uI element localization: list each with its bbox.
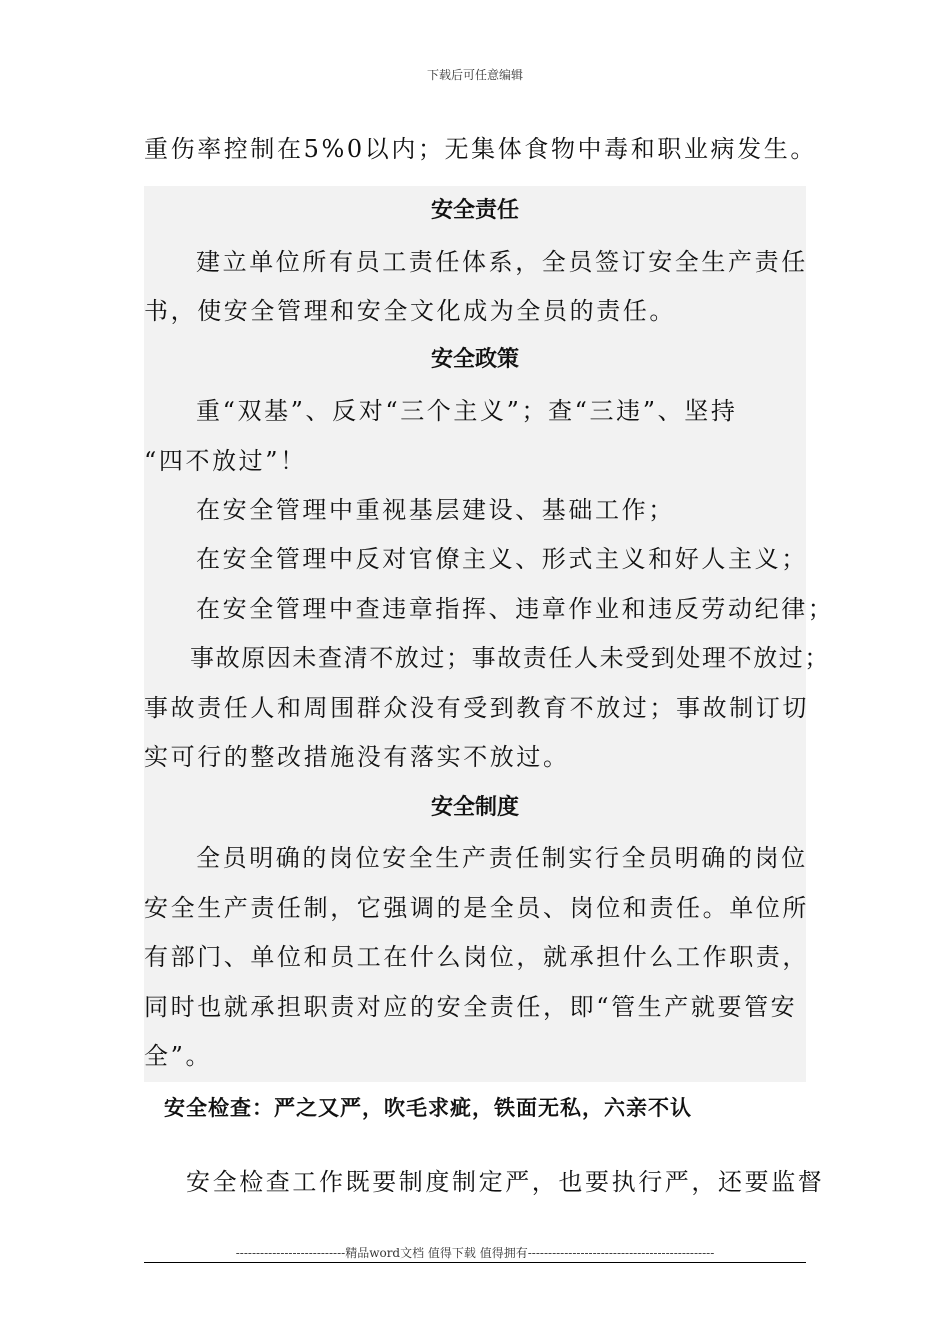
section-title-inspection: 安全检查：严之又严，吹毛求疵，铁面无私，六亲不认 xyxy=(164,1096,692,1120)
responsibility-line-1: 建立单位所有员工责任体系，全员签订安全生产责任 xyxy=(196,248,808,276)
system-line-1: 全员明确的岗位安全生产责任制实行全员明确的岗位 xyxy=(196,844,808,872)
policy-line-5: 在安全管理中查违章指挥、违章作业和违反劳动纪律； xyxy=(196,595,835,623)
section-title-responsibility: 安全责任 xyxy=(430,198,519,223)
footer-rule xyxy=(144,1262,806,1263)
system-line-5: 全”。 xyxy=(144,1042,213,1070)
policy-line-3: 在安全管理中重视基层建设、基础工作； xyxy=(196,496,675,524)
policy-line-8: 实可行的整改措施没有落实不放过。 xyxy=(144,743,570,771)
inspection-line-1: 安全检查工作既要制度制定严，也要执行严，还要监督 xyxy=(186,1168,825,1196)
system-line-3: 有部门、单位和员工在什么岗位，就承担什么工作职责， xyxy=(144,943,809,971)
page-header-note: 下载后可任意编辑 xyxy=(426,68,523,82)
responsibility-line-2: 书，使安全管理和安全文化成为全员的责任。 xyxy=(144,297,676,325)
policy-line-6: 事故原因未查清不放过；事故责任人未受到处理不放过； xyxy=(190,644,830,672)
page-footer-text: ---------------------------精品word文档 值得下载 值得拥有---------------------------------------------- xyxy=(235,1246,715,1260)
intro-tail-line: 重伤率控制在5%0以内；无集体食物中毒和职业病发生。 xyxy=(144,135,817,163)
system-line-4: 同时也就承担职责对应的安全责任，即“管生产就要管安 xyxy=(144,993,798,1021)
policy-line-2: “四不放过”！ xyxy=(144,447,307,475)
policy-line-1: 重“双基”、反对“三个主义”；查“三违”、坚持 xyxy=(196,397,738,425)
section-title-system: 安全制度 xyxy=(430,795,519,820)
policy-line-7: 事故责任人和周围群众没有受到教育不放过；事故制订切 xyxy=(144,694,809,722)
system-line-2: 安全生产责任制，它强调的是全员、岗位和责任。单位所 xyxy=(144,894,809,922)
policy-line-4: 在安全管理中反对官僚主义、形式主义和好人主义； xyxy=(196,545,808,573)
section-title-policy: 安全政策 xyxy=(430,347,519,372)
